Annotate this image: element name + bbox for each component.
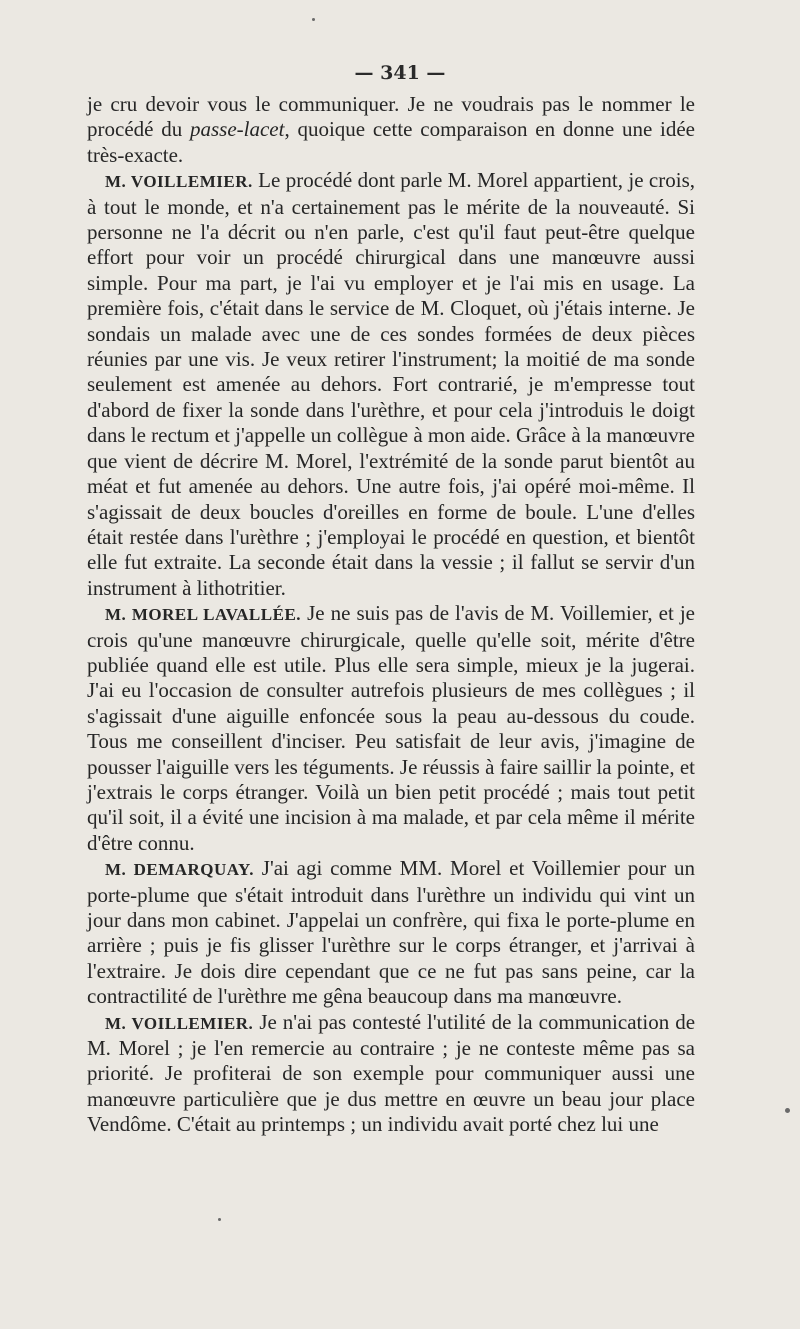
paragraph-continuation	[87, 92, 695, 168]
text-run: je cru devoir vous le communiquer. Je ne voudrais pas le nommer le procédé du	[87, 92, 695, 142]
page-body	[87, 92, 695, 1138]
paragraph-morel-lavallee	[87, 601, 695, 856]
paper-speck	[312, 18, 315, 21]
paragraph-text: Je n'ai pas contesté l'utilité de la communication de M. Morel ; je l'en remercie au contraire ; je ne conteste même pas sa priorité. Je profiterai de son exemple pour communiquer aussi une manœuvre particulière que je dus mettre en œuvre un beau jour place Vendôme. C'était au printemps ; un individu avait porté chez lui une	[87, 1009, 696, 1137]
speaker-name: M. VOILLEMIER.	[105, 1013, 254, 1033]
paper-speck	[785, 1108, 790, 1113]
speaker-name: M. DEMARQUAY.	[105, 860, 254, 880]
paragraph-text: J'ai agi comme MM. Morel et Voillemier pour un porte-plume que s'était introduit dans l'urèthre un individu qui vint un jour dans mon cabinet. J'appelai un confrère, qui fixa le porte-plume en arrière ; puis je fis glisser l'urèthre sur le corps étranger, et j'arrivai à l'extraire. Je dois dire cependant que ce ne fut pas sans peine, car la contractilité de l'urèthre me gêna beaucoup dans ma manœuvre.	[87, 856, 696, 1009]
paragraph-demarquay	[87, 856, 695, 1009]
paragraph-voillemier-2	[87, 1010, 695, 1138]
paragraph-text: Je ne suis pas de l'avis de M. Voillemier, et je crois qu'une manœuvre chirurgicale, quelle qu'elle soit, mérite d'être publiée quand elle est utile. Plus elle sera simple, mieux je la jugerai. J'ai eu l'occasion de consulter autrefois plusieurs de mes collègues ; il s'agissait d'une aiguille enfoncée sous la peau au-dessous du coude. Tous me conseillent d'inciser. Peu satisfait de leur avis, j'imagine de pousser l'aiguille vers les téguments. Je réussis à faire saillir la pointe, et j'extrais le corps étranger. Voilà un bien petit procédé ; mais tout petit qu'il soit, il a évité une incision à ma malade, et par cela même il mérite d'être connu.	[87, 601, 695, 855]
speaker-name: M. VOILLEMIER.	[105, 172, 253, 192]
paragraph-text: Le procédé dont parle M. Morel appartient, je crois, à tout le monde, et n'a certainement pas le mérite de la nouveauté. Si personne ne l'a décrit ou n'en parle, c'est qu'il faut peut-être quelque effort pour voir un procédé chirurgical dans une manœuvre aussi simple. Pour ma part, je l'ai vu employer et je l'ai mis en usage. La première fois, c'était dans le service de M. Cloquet, où j'étais interne. Je sondais un malade avec une de ces sondes formées de deux pièces réunies par une vis. Je veux retirer l'instrument; la moitié de ma sonde seulement est amenée au dehors. Fort contrarié, je m'empresse tout d'abord de fixer la sonde dans l'urèthre, et pour cela j'introduis le doigt dans le rectum et j'appelle un collègue à mon aide. Grâce à la manœuvre que vient de décrire M. Morel, l'extrémité de la sonde parut bientôt au méat et fut amenée au dehors. Une autre fois, j'ai opéré moi-même. Il s'agissait de deux boucles d'oreilles en forme de boule. L'une d'elles était restée dans l'urèthre ; j'employai le procédé en question, et bientôt elle fut extraite. La seconde était dans la vessie ; il fallut se servir d'un instrument à lithotritier.	[87, 168, 696, 600]
text-run: , quoique cette comparaison en donne une idée très-exacte.	[87, 117, 695, 167]
speaker-name: M. MOREL LAVALLÉE.	[105, 605, 302, 625]
paper-speck	[218, 1218, 221, 1221]
paragraph-voillemier-1	[87, 168, 695, 601]
emphasis-text: passe-lacet	[189, 117, 285, 142]
page-number: — 341 —	[354, 62, 446, 84]
